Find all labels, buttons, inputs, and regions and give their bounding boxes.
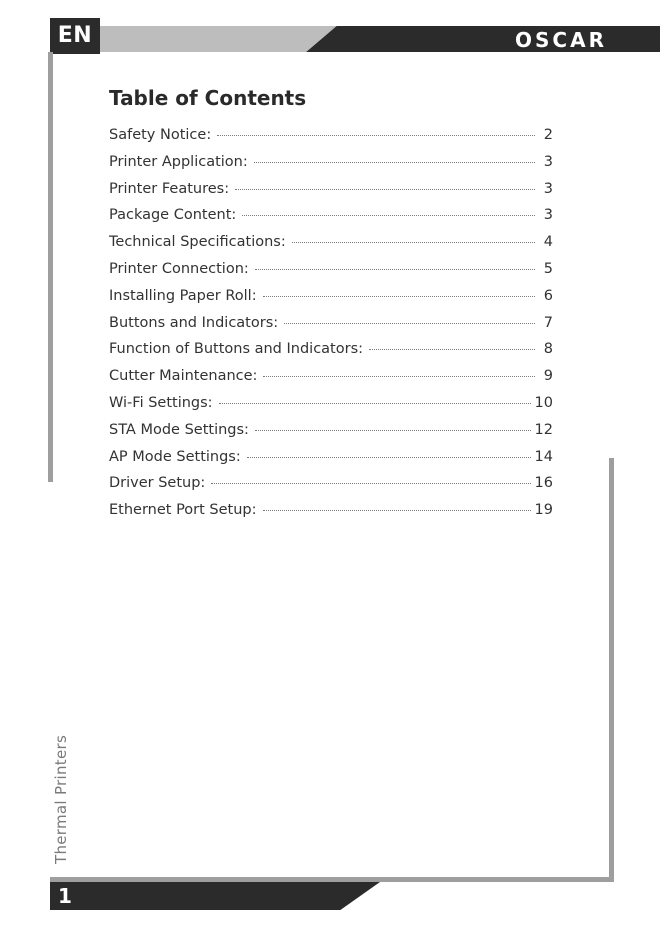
toc-entry[interactable]	[109, 154, 553, 181]
toc-entry-label: STA Mode Settings:	[109, 421, 249, 438]
toc-entry-page-number: 5	[543, 260, 553, 277]
toc-entry[interactable]	[109, 475, 553, 502]
toc-dot-leader	[284, 323, 535, 324]
toc-entry-page-number: 14	[534, 448, 553, 465]
toc-entry[interactable]	[109, 315, 553, 342]
toc-dot-leader	[254, 162, 535, 163]
toc-entry-page-number: 3	[543, 153, 553, 170]
toc-entry-label: Buttons and Indicators:	[109, 314, 279, 331]
toc-entry-label: Printer Connection:	[109, 260, 249, 277]
toc-entry-page-number: 7	[543, 314, 553, 331]
toc-entry[interactable]	[109, 207, 553, 234]
toc-entry-label: Installing Paper Roll:	[109, 287, 257, 304]
toc-entry-page-number: 4	[543, 234, 553, 251]
toc-entry[interactable]	[109, 395, 553, 422]
toc-entry-page-number: 3	[543, 180, 553, 197]
toc-dot-leader	[255, 430, 531, 431]
toc-entry-page-number: 2	[543, 127, 553, 143]
toc-entry-label: Printer Features:	[109, 180, 230, 197]
toc-entry-label: Driver Setup:	[109, 475, 206, 492]
top-banner	[0, 0, 660, 60]
toc-entry-label: AP Mode Settings:	[109, 448, 241, 465]
toc-list	[109, 127, 553, 529]
toc-entry-label: Technical Specifications:	[109, 234, 286, 251]
toc-entry-page-number: 12	[534, 421, 553, 438]
toc-entry-page-number: 9	[543, 368, 553, 385]
toc-entry-label: Ethernet Port Setup:	[109, 502, 257, 519]
toc-entry[interactable]	[109, 261, 553, 288]
toc-entry-page-number: 19	[534, 502, 553, 519]
left-border-rule	[48, 52, 53, 482]
top-banner-gray-stripe	[86, 26, 346, 52]
bottom-border-rule	[50, 877, 614, 882]
toc-dot-leader	[247, 457, 531, 458]
toc-entry[interactable]	[109, 341, 553, 368]
brand-logo: OSCAR	[515, 28, 607, 52]
toc-entry[interactable]	[109, 127, 553, 154]
toc-entry-page-number: 10	[534, 394, 553, 411]
toc-entry-label: Function of Buttons and Indicators:	[109, 341, 364, 358]
language-badge: EN	[50, 18, 100, 54]
side-label: Thermal Printers	[52, 734, 70, 864]
right-border-rule	[609, 458, 614, 878]
toc-entry[interactable]	[109, 234, 553, 261]
toc-dot-leader	[292, 242, 535, 243]
toc-entry-page-number: 16	[534, 475, 553, 492]
page-number: 1	[58, 884, 72, 908]
toc-dot-leader	[219, 403, 531, 404]
bottom-banner	[50, 882, 380, 910]
toc-entry[interactable]	[109, 449, 553, 476]
toc-dot-leader	[235, 189, 535, 190]
page-title: Table of Contents	[109, 86, 307, 110]
toc-entry[interactable]	[109, 288, 553, 315]
toc-dot-leader	[217, 135, 535, 136]
toc-dot-leader	[369, 349, 535, 350]
toc-entry[interactable]	[109, 368, 553, 395]
toc-entry-label: Wi-Fi Settings:	[109, 394, 213, 411]
toc-entry-page-number: 3	[543, 207, 553, 224]
toc-entry-label: Cutter Maintenance:	[109, 368, 258, 385]
toc-entry[interactable]	[109, 181, 553, 208]
toc-dot-leader	[211, 483, 530, 484]
toc-entry-label: Safety Notice:	[109, 127, 212, 143]
toc-entry-label: Printer Application:	[109, 153, 248, 170]
toc-dot-leader	[255, 269, 535, 270]
toc-dot-leader	[263, 510, 531, 511]
toc-entry-label: Package Content:	[109, 207, 237, 224]
toc-entry[interactable]	[109, 502, 553, 529]
toc-dot-leader	[242, 215, 535, 216]
toc-entry[interactable]	[109, 422, 553, 449]
toc-dot-leader	[263, 296, 535, 297]
toc-entry-page-number: 8	[543, 341, 553, 358]
toc-dot-leader	[263, 376, 535, 377]
toc-entry-page-number: 6	[543, 287, 553, 304]
